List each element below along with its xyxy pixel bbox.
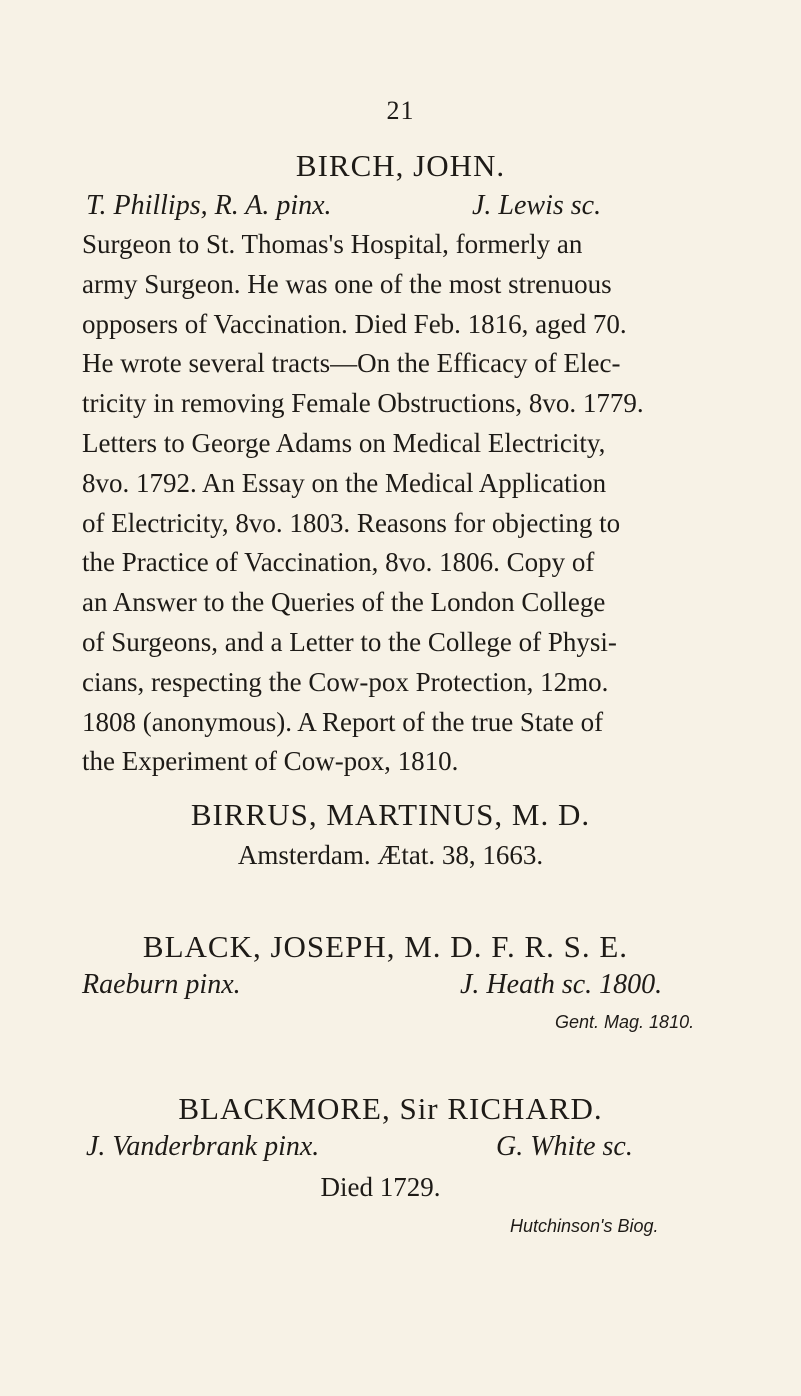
credit-row bbox=[0, 969, 801, 1007]
engraver-credit: J. Lewis sc. bbox=[472, 190, 602, 221]
entry-detail-text: Died 1729. bbox=[320, 1172, 441, 1202]
entry-heading: BIRRUS, MARTINUS, M. D. bbox=[190, 797, 591, 832]
painter-credit: J. Vanderbrank pinx. bbox=[86, 1131, 320, 1162]
painter-credit: Raeburn pinx. bbox=[82, 969, 241, 1000]
entry-detail bbox=[0, 840, 801, 871]
source-citation: Hutchinson's Biog. bbox=[510, 1216, 659, 1236]
body-line: cians, respecting the Cow-pox Protection, 12mo. bbox=[82, 666, 609, 697]
entry-black bbox=[0, 929, 801, 965]
body-line: of Surgeons, and a Letter to the College of Physi- bbox=[82, 626, 617, 657]
body-line: the Practice of Vaccination, 8vo. 1806. Copy of bbox=[82, 547, 595, 578]
body-line: the Experiment of Cow-pox, 1810. bbox=[82, 746, 459, 777]
credit-row bbox=[0, 190, 801, 228]
entry-heading: BLACK, JOSEPH, M. D. F. R. S. E. bbox=[142, 929, 629, 964]
body-line: He wrote several tracts—On the Efficacy of Elec- bbox=[82, 348, 621, 379]
entry-body bbox=[82, 225, 674, 782]
entry-heading: BIRCH, JOHN. bbox=[295, 148, 506, 183]
entry-detail bbox=[0, 1172, 801, 1203]
body-line: tricity in removing Female Obstructions, 8vo. 1779. bbox=[82, 388, 644, 419]
engraver-credit: J. Heath sc. 1800. bbox=[460, 969, 663, 1000]
painter-credit: T. Phillips, R. A. pinx. bbox=[86, 190, 332, 221]
credit-row bbox=[0, 1131, 801, 1169]
body-line: opposers of Vaccination. Died Feb. 1816, aged 70. bbox=[82, 308, 627, 339]
entry-birrus bbox=[0, 797, 801, 833]
entry-blackmore bbox=[0, 1091, 801, 1127]
body-line: an Answer to the Queries of the London College bbox=[82, 587, 606, 618]
body-line: Surgeon to St. Thomas's Hospital, formerly an bbox=[82, 229, 583, 259]
entry-heading: BLACKMORE, Sir RICHARD. bbox=[178, 1091, 603, 1126]
page-number: 21 bbox=[386, 96, 415, 125]
body-line: 1808 (anonymous). A Report of the true State of bbox=[82, 706, 604, 737]
body-line: Letters to George Adams on Medical Electricity, bbox=[82, 427, 606, 458]
body-line: army Surgeon. He was one of the most strenuous bbox=[82, 268, 612, 299]
source-citation: Gent. Mag. 1810. bbox=[555, 1012, 695, 1032]
engraver-credit: G. White sc. bbox=[496, 1131, 633, 1162]
entry-detail-text: Amsterdam. Ætat. 38, 1663. bbox=[237, 840, 544, 870]
body-line: 8vo. 1792. An Essay on the Medical Application bbox=[82, 467, 607, 498]
body-line: of Electricity, 8vo. 1803. Reasons for objecting to bbox=[82, 507, 621, 538]
entry-birch bbox=[0, 148, 801, 184]
